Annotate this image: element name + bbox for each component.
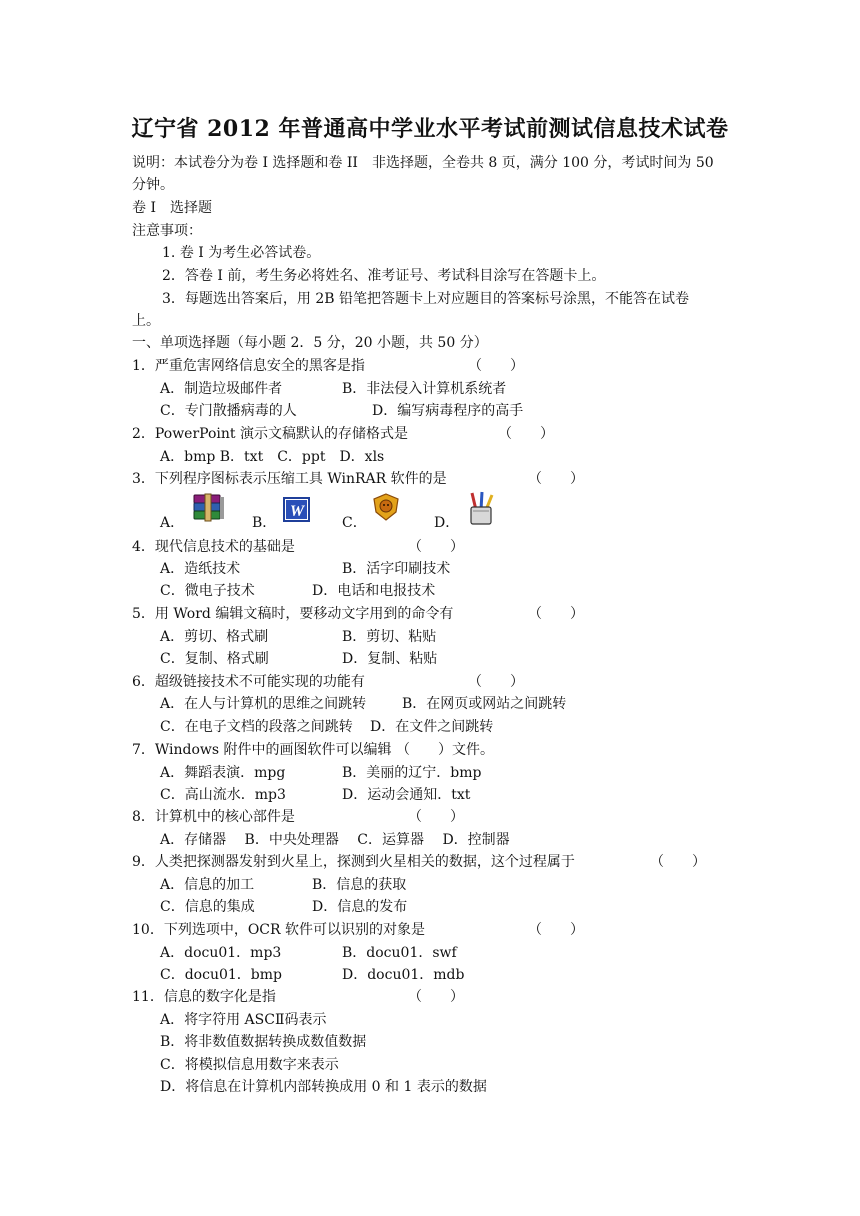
answer-paren: （ ） (408, 809, 464, 825)
note-item: 3．每题选出答案后，用 2B 铅笔把答题卡上对应题目的答案标号涂黑，不能答在试卷 (162, 291, 690, 307)
option: C．专门散播病毒的人 (160, 403, 297, 419)
option-row: A．bmp B．txt C．ppt D．xls (160, 449, 385, 465)
question-stem: 5．用 Word 编辑文稿时，要移动文字用到的命令有 (132, 606, 454, 622)
option: B．信息的获取 (312, 877, 407, 893)
option-label: D． (434, 515, 460, 531)
option: C．将模拟信息用数字来表示 (160, 1057, 339, 1073)
question-stem: 9．人类把探测器发射到火星上，探测到火星相关的数据，这个过程属于 (132, 854, 575, 870)
question-stem: 6．超级链接技术不可能实现的功能有 (132, 674, 365, 690)
option: A．剪切、格式刷 (160, 629, 269, 645)
option: A．docu01．mp3 (160, 945, 282, 961)
svg-text:W: W (289, 503, 305, 520)
option: A．舞蹈表演．mpg (160, 765, 286, 781)
answer-paren: （ ） (468, 674, 524, 690)
page-title: 辽宁省 2012 年普通高中学业水平考试前测试信息技术试卷 (131, 116, 729, 142)
question-stem: 2．PowerPoint 演示文稿默认的存储格式是 (132, 426, 409, 442)
notes-heading: 注意事项： (132, 223, 202, 239)
option: B．在网页或网站之间跳转 (402, 696, 567, 712)
question-stem: 4．现代信息技术的基础是 (132, 539, 295, 555)
note-item: 1. 卷 I 为考生必答试卷。 (162, 245, 321, 261)
note-item: 2．答卷 I 前，考生务必将姓名、准考证号、考试科目涂写在答题卡上。 (162, 268, 606, 284)
answer-paren: （ ） (528, 606, 584, 622)
option: C．高山流水．mp3 (160, 787, 286, 803)
option: C．docu01．bmp (160, 967, 282, 983)
winrar-books-icon (190, 492, 228, 526)
option: B．活字印刷技术 (342, 561, 451, 577)
question-stem: 10．下列选项中，OCR 软件可以识别的对象是 (132, 922, 425, 938)
option: A．造纸技术 (160, 561, 241, 577)
instructions-line: 说明：本试卷分为卷 I 选择题和卷 II 非选择题，全卷共 8 页，满分 100 分，考试时间为 50 (132, 155, 714, 171)
option: B．美丽的辽宁．bmp (342, 765, 482, 781)
option-label: C． (342, 515, 367, 531)
section-heading: 一、单项选择题（每小题 2．5 分，20 小题，共 50 分） (132, 335, 488, 351)
question-stem: 3．下列程序图标表示压缩工具 WinRAR 软件的是 (132, 471, 447, 487)
part-heading: 卷 I 选择题 (132, 200, 212, 216)
option: B．非法侵入计算机系统者 (342, 381, 507, 397)
word-w-icon (283, 497, 311, 523)
option: B．docu01．swf (342, 945, 457, 961)
option: D．在文件之间跳转 (370, 719, 494, 735)
option: C．复制、格式刷 (160, 651, 269, 667)
option: A．制造垃圾邮件者 (160, 381, 283, 397)
option: D．电话和电报技术 (312, 583, 436, 599)
question-stem: 11．信息的数字化是指 (132, 989, 276, 1005)
option: A．信息的加工 (160, 877, 255, 893)
option: A．将字符用 ASCⅡ码表示 (160, 1012, 327, 1028)
option-label: A． (160, 515, 185, 531)
option: D．信息的发布 (312, 899, 408, 915)
answer-paren: （ ） (468, 358, 524, 374)
option: D．复制、粘贴 (342, 651, 438, 667)
question-stem: 8．计算机中的核心部件是 (132, 809, 295, 825)
option-row: A．存储器 B．中央处理器 C．运算器 D．控制器 (160, 832, 510, 848)
note-item: 上。 (132, 313, 160, 329)
option: C．在电子文档的段落之间跳转 (160, 719, 353, 735)
answer-paren: （ ） (650, 854, 706, 870)
instructions-line: 分钟。 (132, 177, 174, 193)
option: C．微电子技术 (160, 583, 255, 599)
question-stem: 7．Windows 附件中的画图软件可以编辑 （ ）文件。 (132, 742, 495, 758)
question-stem: 1．严重危害网络信息安全的黑客是指 (132, 358, 365, 374)
answer-paren: （ ） (408, 989, 464, 1005)
option: D．运动会通知．txt (342, 787, 471, 803)
option-label: B． (252, 515, 277, 531)
answer-paren: （ ） (528, 922, 584, 938)
option: C．信息的集成 (160, 899, 255, 915)
option: D．将信息在计算机内部转换成用 0 和 1 表示的数据 (160, 1079, 487, 1095)
answer-paren: （ ） (528, 471, 584, 487)
option: B．剪切、粘贴 (342, 629, 437, 645)
answer-paren: （ ） (408, 539, 464, 555)
lion-shield-icon (371, 492, 401, 522)
answer-paren: （ ） (498, 426, 554, 442)
option: A．在人与计算机的思维之间跳转 (160, 696, 367, 712)
option: D．编写病毒程序的高手 (372, 403, 524, 419)
pencil-cup-icon (464, 490, 498, 526)
option: B．将非数值数据转换成数值数据 (160, 1034, 367, 1050)
option: D．docu01．mdb (342, 967, 465, 983)
